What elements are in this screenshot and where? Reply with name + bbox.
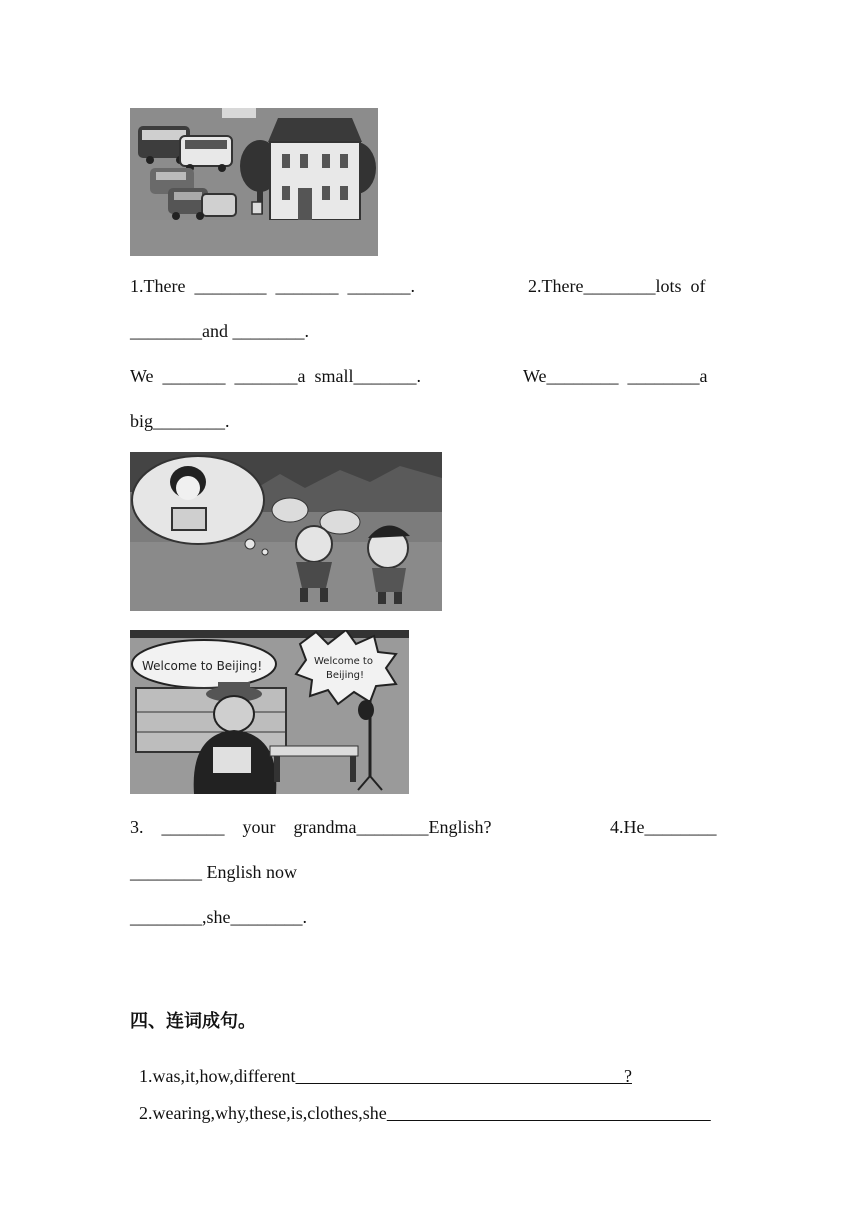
section-4-heading: 四、连词成句。	[130, 1011, 256, 1032]
question-4-line-1: 4.He________	[610, 817, 717, 837]
question-3-line-3: ________,she________.	[130, 907, 307, 927]
question-3-line-1: 3. _______ your grandma________English?	[130, 817, 492, 837]
reorder-item-1-words: 1.was,it,how,different	[139, 1066, 296, 1086]
vehicles-house-illustration	[130, 108, 378, 256]
question-4-line-2: ________ English now	[130, 862, 298, 882]
reorder-item-2-answer-line	[387, 1103, 711, 1123]
sign-right-text-1: Welcome to	[314, 656, 373, 667]
picture-vehicles-and-house	[130, 108, 378, 256]
grandma-reading-illustration	[130, 630, 409, 794]
sign-right-text-2: Beijing!	[326, 670, 365, 681]
question-1-line-1: 1.There ________ _______ _______.	[130, 276, 415, 296]
reorder-item-2	[130, 1080, 711, 1124]
children-walking-illustration	[130, 452, 442, 611]
question-2-line-4: big________.	[130, 411, 230, 431]
reorder-item-1-question-mark: ?	[623, 1066, 632, 1086]
question-2-line-3: We________ ________a	[523, 366, 708, 386]
question-1-line-2: ________and ________.	[130, 321, 309, 341]
reorder-item-2-words: 2.wearing,why,these,is,clothes,she	[139, 1103, 387, 1123]
question-2-line-1: 2.There________lots of	[528, 276, 706, 296]
sign-left-text: Welcome to Beijing!	[142, 659, 263, 673]
picture-grandma-reading	[130, 630, 409, 794]
question-1-line-3: We _______ _______a small_______.	[130, 366, 422, 386]
picture-children-walking	[130, 452, 442, 611]
